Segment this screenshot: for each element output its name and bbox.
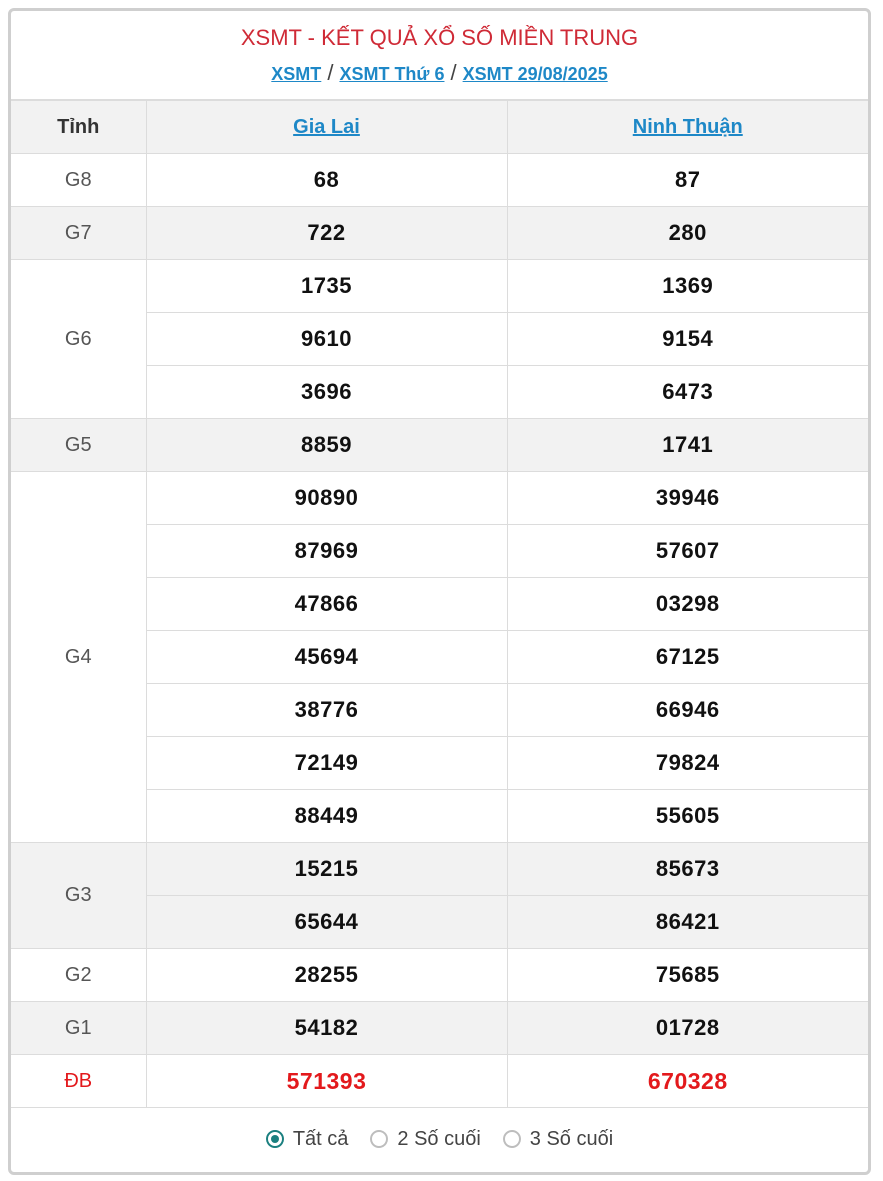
prize-label-g6: G6 bbox=[11, 260, 146, 419]
province-link-ninh-thuan[interactable]: Ninh Thuận bbox=[632, 115, 743, 138]
table-row bbox=[11, 154, 868, 207]
result-number-g6-gia-lai: 1735 bbox=[146, 260, 507, 313]
table-row bbox=[11, 207, 868, 260]
radio-checked-icon[interactable] bbox=[266, 1130, 284, 1148]
table-row bbox=[11, 472, 868, 525]
result-number-g4-gia-lai: 45694 bbox=[146, 631, 507, 684]
result-number-g7-gia-lai: 722 bbox=[146, 207, 507, 260]
filter-option-label: Tất cả bbox=[292, 1127, 349, 1150]
result-number-g4-ninh-thuan: 55605 bbox=[507, 790, 868, 843]
prize-label-g1: G1 bbox=[11, 1002, 146, 1055]
result-number-g3-gia-lai: 15215 bbox=[146, 843, 507, 896]
prize-label-g4: G4 bbox=[11, 472, 146, 843]
prize-label-g2: G2 bbox=[11, 949, 146, 1002]
results-header bbox=[11, 11, 868, 100]
breadcrumb-date-link[interactable]: XSMT 29/08/2025 bbox=[462, 64, 608, 84]
result-number-g3-ninh-thuan: 86421 bbox=[507, 896, 868, 949]
result-number-g4-gia-lai: 90890 bbox=[146, 472, 507, 525]
result-number-db-ninh-thuan: 670328 bbox=[507, 1055, 868, 1108]
result-number-g4-ninh-thuan: 66946 bbox=[507, 684, 868, 737]
breadcrumb-xsmt-link[interactable]: XSMT bbox=[271, 64, 322, 84]
filter-option-last-2[interactable] bbox=[370, 1128, 480, 1151]
result-number-g4-ninh-thuan: 57607 bbox=[507, 525, 868, 578]
result-number-g3-gia-lai: 65644 bbox=[146, 896, 507, 949]
result-number-g7-ninh-thuan: 280 bbox=[507, 207, 868, 260]
result-number-g4-gia-lai: 88449 bbox=[146, 790, 507, 843]
prize-label-g5: G5 bbox=[11, 419, 146, 472]
prize-label-g7: G7 bbox=[11, 207, 146, 260]
result-number-g5-ninh-thuan: 1741 bbox=[507, 419, 868, 472]
province-link-gia-lai[interactable]: Gia Lai bbox=[293, 115, 360, 138]
result-number-g4-gia-lai: 47866 bbox=[146, 578, 507, 631]
filter-option-label: 3 Số cuối bbox=[529, 1127, 614, 1150]
table-row bbox=[11, 1002, 868, 1055]
result-number-g4-ninh-thuan: 03298 bbox=[507, 578, 868, 631]
result-number-g6-ninh-thuan: 9154 bbox=[507, 313, 868, 366]
result-number-g6-ninh-thuan: 1369 bbox=[507, 260, 868, 313]
table-row bbox=[11, 843, 868, 896]
results-panel bbox=[8, 8, 871, 1175]
table-header-row bbox=[11, 101, 868, 154]
result-number-g2-ninh-thuan: 75685 bbox=[507, 949, 868, 1002]
radio-unchecked-icon[interactable] bbox=[503, 1130, 521, 1148]
breadcrumb-weekday-link[interactable]: XSMT Thứ 6 bbox=[339, 64, 445, 84]
breadcrumb bbox=[11, 61, 868, 86]
result-number-g8-gia-lai: 68 bbox=[146, 154, 507, 207]
table-row bbox=[11, 419, 868, 472]
result-number-g4-ninh-thuan: 39946 bbox=[507, 472, 868, 525]
page-title: XSMT - KẾT QUẢ XỔ SỐ MIỀN TRUNG bbox=[240, 25, 639, 50]
prize-label-g3: G3 bbox=[11, 843, 146, 949]
result-number-g4-gia-lai: 38776 bbox=[146, 684, 507, 737]
results-table bbox=[11, 100, 868, 1108]
table-row bbox=[11, 260, 868, 313]
digit-filter bbox=[11, 1108, 868, 1170]
result-number-g1-gia-lai: 54182 bbox=[146, 1002, 507, 1055]
province-column-header: Tỉnh bbox=[11, 101, 146, 154]
result-number-g4-gia-lai: 87969 bbox=[146, 525, 507, 578]
result-number-g5-gia-lai: 8859 bbox=[146, 419, 507, 472]
result-number-g4-ninh-thuan: 67125 bbox=[507, 631, 868, 684]
filter-option-last-3[interactable] bbox=[503, 1128, 613, 1151]
result-number-g1-ninh-thuan: 01728 bbox=[507, 1002, 868, 1055]
radio-unchecked-icon[interactable] bbox=[370, 1130, 388, 1148]
province-header-ninh-thuan bbox=[507, 101, 868, 154]
result-number-g6-ninh-thuan: 6473 bbox=[507, 366, 868, 419]
result-number-g6-gia-lai: 3696 bbox=[146, 366, 507, 419]
result-number-g8-ninh-thuan: 87 bbox=[507, 154, 868, 207]
province-header-gia-lai bbox=[146, 101, 507, 154]
result-number-g4-ninh-thuan: 79824 bbox=[507, 737, 868, 790]
breadcrumb-separator: / bbox=[327, 60, 334, 85]
breadcrumb-separator: / bbox=[450, 60, 457, 85]
prize-label-db: ĐB bbox=[11, 1055, 146, 1108]
result-number-db-gia-lai: 571393 bbox=[146, 1055, 507, 1108]
prize-label-g8: G8 bbox=[11, 154, 146, 207]
table-row bbox=[11, 1055, 868, 1108]
result-number-g2-gia-lai: 28255 bbox=[146, 949, 507, 1002]
filter-option-label: 2 Số cuối bbox=[397, 1127, 481, 1150]
result-number-g3-ninh-thuan: 85673 bbox=[507, 843, 868, 896]
results-body bbox=[11, 154, 868, 1108]
table-row bbox=[11, 949, 868, 1002]
result-number-g4-gia-lai: 72149 bbox=[146, 737, 507, 790]
result-number-g6-gia-lai: 9610 bbox=[146, 313, 507, 366]
filter-option-all[interactable] bbox=[266, 1128, 349, 1151]
